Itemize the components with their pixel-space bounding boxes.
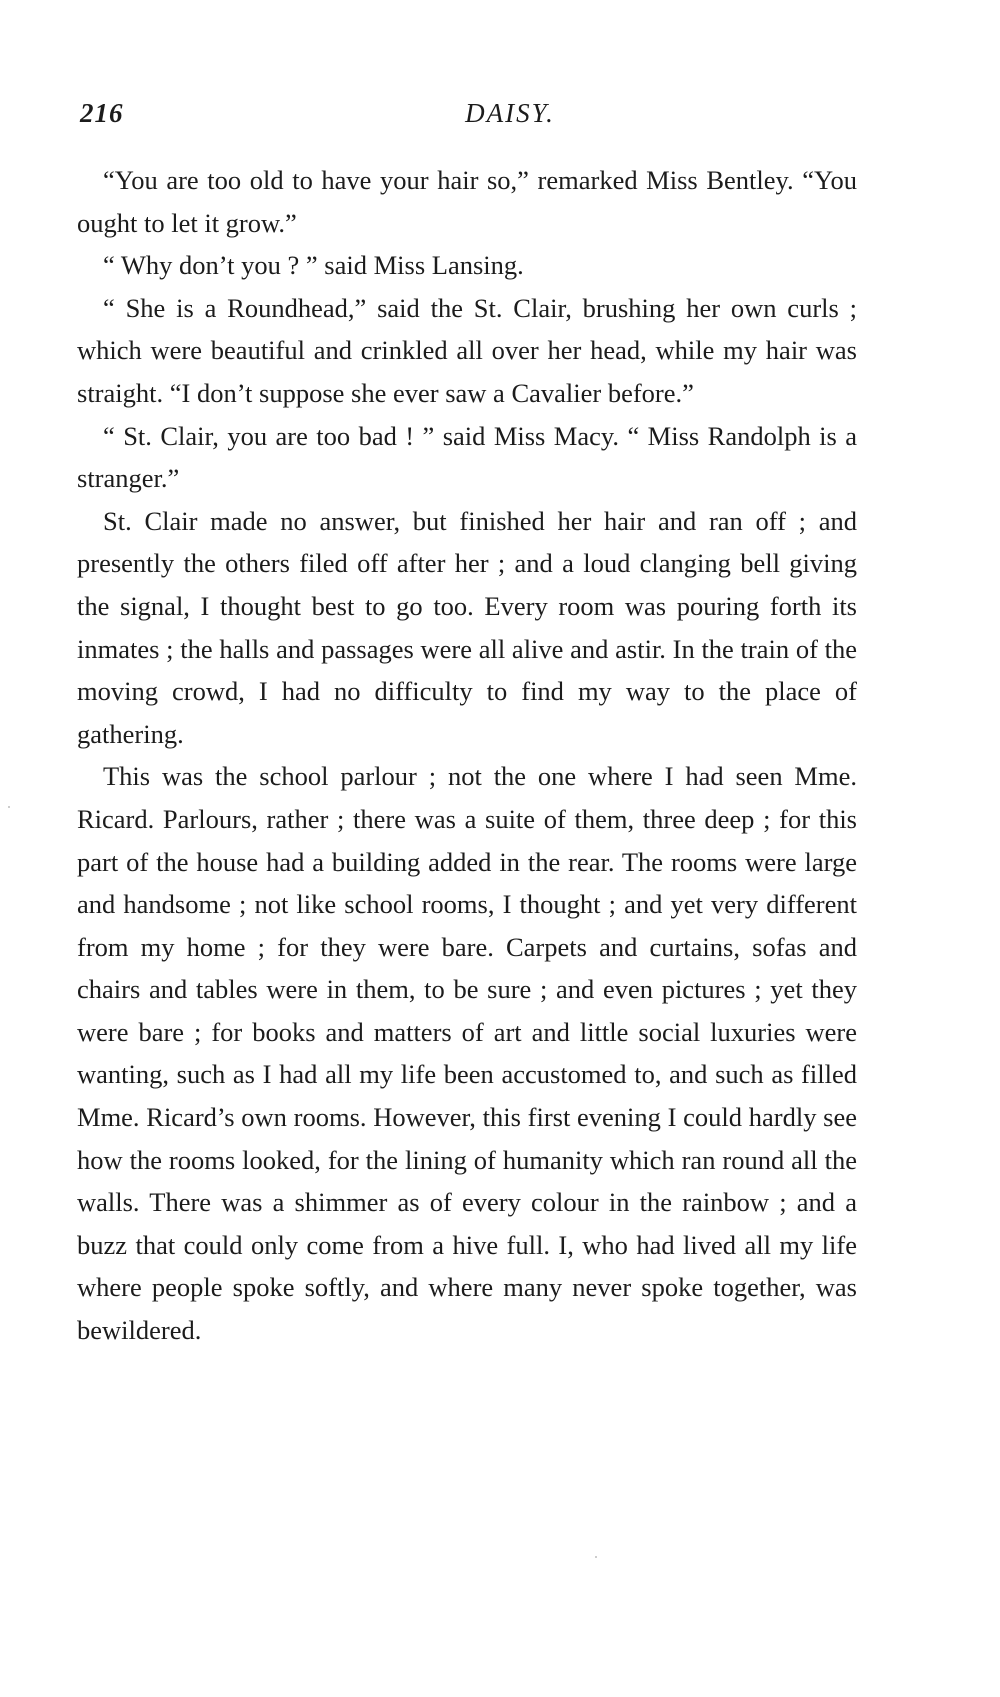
body-text (77, 159, 857, 1352)
paragraph: “ St. Clair, you are too bad ! ” said Miss Macy. “ Miss Randolph is a stranger.” (77, 420, 857, 494)
running-head (80, 98, 860, 138)
paragraph: “ Why don’t you ? ” said Miss Lansing. (103, 250, 524, 281)
paragraph: This was the school parlour ; not the one where I had seen Mme. Ricard. Parlours, rather ; there was a suite of them, three deep ; for this part of the house had a building added in the rear. The rooms were large and handsome ; not like school rooms, I thought ; and yet very different from my home ; for they were bare. Carpets and curtains, sofas and chairs and tables were in them, to be sure ; and even pictures ; yet they were bare ; for books and matters of art and little social luxuries were wanting, such as I had all my life been accustomed to, and such as filled Mme. Ricard’s own rooms. However, this first evening I could hardly see how the rooms looked, for the lining of humanity which ran round all the walls. There was a shimmer as of every colour in the rainbow ; and a buzz that could only come from a hive full. I, who had lived all my life where people spoke softly, and where many never spoke together, was bewildered. (77, 761, 857, 1346)
paper-speck (8, 806, 10, 808)
paragraph: St. Clair made no answer, but finished her hair and ran off ; and presently the others filed off after her ; and a loud clanging bell giving the signal, I thought best to go too. Every room was pouring forth its inmates ; the halls and passages were all alive and astir. In the train of the moving crowd, I had no difficulty to find my way to the place of gathering. (77, 505, 857, 749)
page-number: 216 (80, 98, 124, 128)
paper-speck (595, 1556, 597, 1558)
book-title: DAISY. (465, 98, 555, 128)
paragraph: “ She is a Roundhead,” said the St. Clair, brushing her own curls ; which were beautiful and crinkled all over her head, while my hair was straight. “I don’t suppose she ever saw a Cavalier before.” (77, 292, 857, 408)
paragraph: “You are too old to have your hair so,” remarked Miss Bentley. “You ought to let it grow.” (77, 165, 857, 238)
